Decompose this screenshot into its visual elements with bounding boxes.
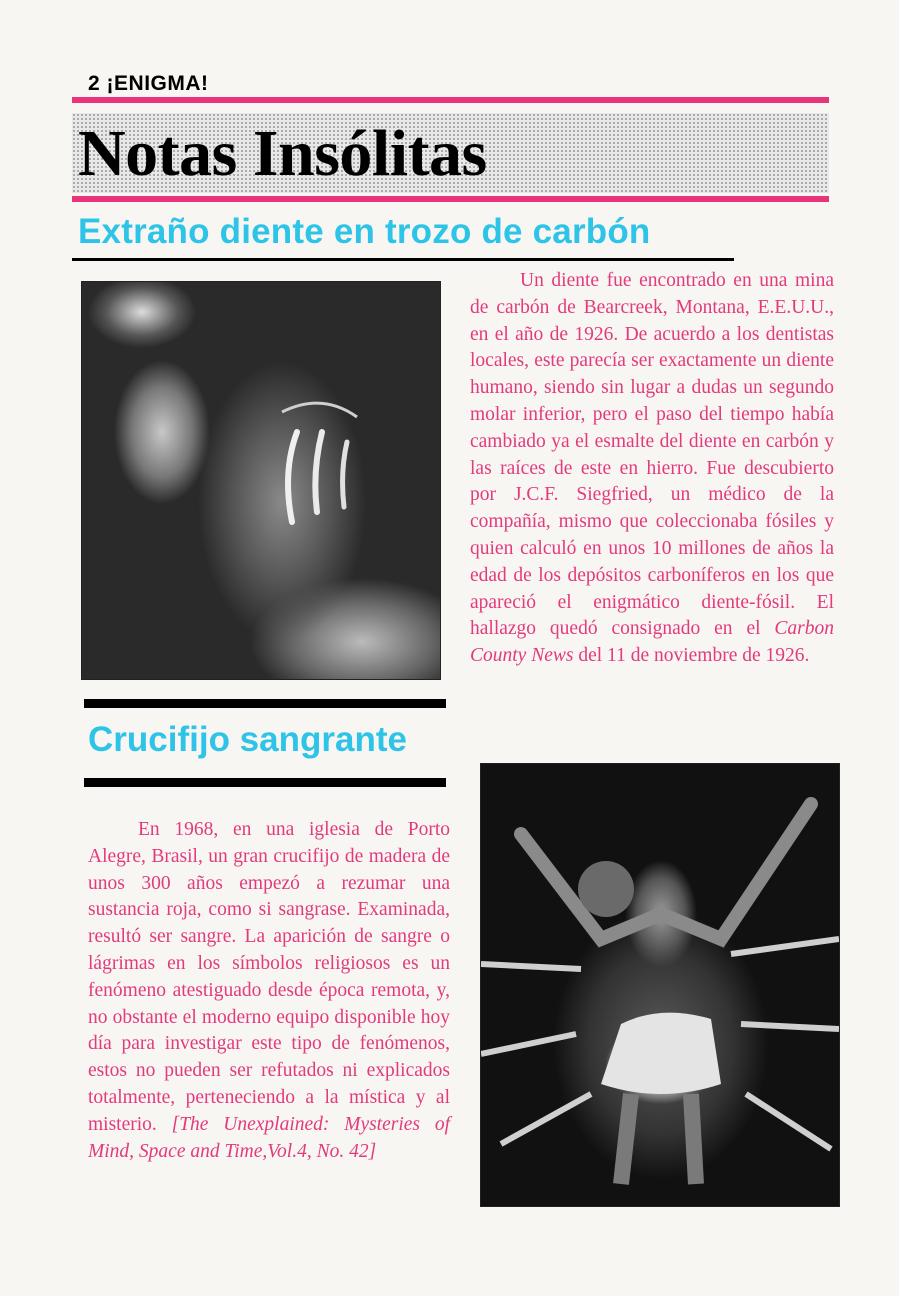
section-title: Notas Insólitas <box>78 117 487 190</box>
article-2-body: En 1968, en una iglesia de Porto Alegre, Brasil, un gran crucifijo de madera de unos 300 años empezó a rezumar una sustancia roja, como si sangrase. Examinada, resultó ser sangre. La aparición de sangre o lágrimas en los símbolos religiosos es un fenómeno atestiguado desde época remota, y, no obstante el moderno equipo disponible hoy día para investigar este tipo de fenómenos, estos no pueden ser refutados ni explicados totalmente, perteneciendo a la mística y al misterio. [The Unexplained: Mysteries of Mind, Space and Time,Vol.4, No. 42] <box>88 819 450 1162</box>
article-1-headline: Extraño diente en trozo de carbón <box>78 212 651 251</box>
article-2-citation: [The Unexplained: Mysteries of Mind, Space and Time,Vol.4, No. 42] <box>88 1113 450 1162</box>
article-1-source: Carbon County News <box>470 618 835 667</box>
magazine-name: ¡ENIGMA! <box>106 72 209 95</box>
coal-tooth-photo <box>81 281 441 680</box>
bottom-pink-rule <box>72 196 829 202</box>
page-folio <box>88 72 209 96</box>
article-1-body: Un diente fue encontrado en una mina de carbón de Bearcreek, Montana, E.E.U.U., en el año de 1926. De acuerdo a los dentistas locales, este parecía ser exactamente un diente humano, siendo sin lugar a dudas un segundo molar inferior, pero el paso del tiempo había cambiado ya el esmalte del diente en carbón y las raíces de este en hierro. Fue descubierto por J.C.F. Siegfried, un médico de la compañía, mismo que coleccionaba fósiles y quien calculó en unos 10 millones de años la edad de los depósitos carboníferos en los que apareció el enigmático diente-fósil. El hallazgo quedó consignado en el Carbon County News del 11 de noviembre de 1926. <box>470 270 835 667</box>
article-2-top-rule <box>84 699 446 708</box>
article-1-headline-rule <box>72 258 734 261</box>
top-pink-rule <box>72 97 829 103</box>
article-2-headline: Crucifijo sangrante <box>88 720 407 759</box>
bleeding-crucifix-photo <box>480 763 840 1207</box>
page-number: 2 <box>88 72 101 95</box>
article-2-bottom-rule <box>84 778 446 787</box>
